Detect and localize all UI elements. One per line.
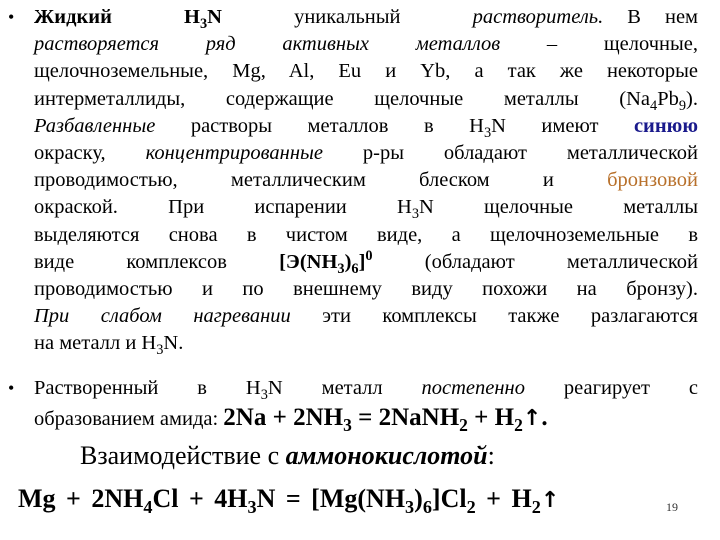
text-fragment: виде комплексов (34, 250, 280, 273)
text-line (34, 330, 698, 357)
subscript: 9 (678, 97, 687, 114)
text-fragment: N щелочные металлы (418, 196, 698, 219)
formula-part: ) (414, 484, 423, 513)
bullet-paragraph-2 (8, 375, 699, 436)
italic-term: Разбавленные (34, 114, 156, 137)
italic-term: постепенно (421, 377, 525, 399)
text-fragment: эти комплексы также разлагаются (290, 305, 698, 328)
subscript: 3 (199, 16, 208, 33)
formula-part: + H (475, 484, 532, 513)
text-fragment: Pb (657, 87, 679, 110)
text-line (34, 4, 698, 31)
text-line (34, 140, 698, 167)
section-heading (80, 440, 680, 472)
term-liquid: Жидкий (34, 6, 112, 28)
text-line: выделяются снова в чистом виде, а щелочноземельные в (34, 223, 698, 246)
text-line: проводимостью и по внешнему виду похожи на бронзу). (34, 278, 698, 301)
subscript: 2 (466, 497, 476, 518)
formula-part: ]Cl (431, 484, 467, 513)
italic-term: концентрированные (145, 142, 323, 165)
bullet-marker: • (8, 7, 15, 27)
text-fragment: Растворенный в H (34, 377, 261, 399)
italic-term: При слабом нагревании (34, 305, 291, 328)
bronze-highlight: бронзовой (607, 169, 698, 192)
subscript: 2 (514, 415, 523, 436)
formula-part: 2Na + 2NH (223, 404, 344, 432)
text-line (34, 303, 698, 330)
formula-part: + H (467, 404, 515, 432)
subscript: 3 (156, 342, 164, 359)
text-fragment: растворы металлов в H (155, 114, 484, 137)
text-fragment: ). (686, 87, 698, 110)
formula-part: N = [Mg(NH (256, 484, 406, 513)
subscript: 3 (405, 497, 415, 518)
text-fragment: N. (163, 332, 184, 355)
bullet-marker: • (8, 378, 15, 398)
up-arrow-icon: ↑ (540, 488, 560, 513)
subscript: 6 (351, 260, 359, 277)
formula-part: [Э(NH (279, 250, 338, 273)
text-line (34, 113, 698, 140)
superscript: 0 (365, 248, 373, 264)
text-fragment: уникальный (270, 6, 401, 28)
amide-equation (223, 404, 548, 436)
subscript: 3 (411, 206, 419, 223)
formula-part: ) (344, 250, 352, 273)
ammonoacid-equation (18, 482, 708, 518)
subscript: 2 (459, 415, 468, 436)
text-fragment: N металл (267, 377, 422, 399)
italic-term: растворитель. (448, 6, 604, 28)
subscript: 4 (650, 97, 658, 114)
text-fragment: интерметаллиды, содержащие щелочные металлы (Na (34, 87, 651, 110)
heading-text: Взаимодействие с (80, 441, 286, 470)
text-line (34, 86, 698, 113)
subscript: 3 (247, 497, 257, 518)
text-line (34, 167, 698, 194)
subscript: 3 (343, 415, 352, 436)
subscript: 3 (483, 124, 492, 141)
subscript: 6 (422, 497, 432, 518)
text-fragment: окраску, (34, 142, 146, 165)
text-line (34, 194, 698, 221)
italic-term: растворяется ряд активных металлов (34, 33, 501, 56)
text-fragment: р-ры обладают металлической (322, 142, 699, 165)
subscript: 3 (260, 387, 268, 404)
up-arrow-icon: ↑ (522, 406, 542, 432)
subscript: 3 (337, 260, 345, 277)
blue-highlight: синюю (633, 114, 698, 137)
heading-term: аммонокислотой (285, 441, 488, 470)
text-line: щелочноземельные, Mg, Al, Eu и Yb, а так же некоторые (34, 60, 698, 83)
formula-part: = 2NaNH (351, 404, 460, 432)
text-fragment: – щелочные, (500, 33, 698, 56)
text-line (34, 249, 698, 276)
text-fragment: окраской. При испарении H (34, 196, 412, 219)
text-fragment: (обладают металлической (372, 250, 698, 273)
text-fragment: реагирует с (524, 377, 699, 399)
bullet-paragraph-1 (8, 4, 699, 359)
formula-part: H (184, 6, 200, 28)
formula-part: N (207, 6, 222, 28)
subscript: 2 (531, 497, 541, 518)
page-number: 19 (666, 500, 678, 514)
amide-equation-line (34, 404, 698, 436)
formula-part: Cl + 4H (152, 484, 248, 513)
formula-part: . (541, 404, 548, 432)
text-fragment: проводимостью, металлическим блеском и (34, 169, 608, 192)
text-fragment: В нем (603, 6, 699, 28)
text-line (34, 375, 698, 402)
text-line (34, 31, 698, 58)
subscript: 4 (143, 497, 153, 518)
text-fragment: на металл и H (34, 332, 157, 355)
text-fragment: N имеют (491, 114, 634, 137)
text-fragment: образованием амида: (34, 408, 224, 431)
formula-part: Mg + 2NH (18, 484, 144, 513)
heading-text: : (487, 441, 495, 470)
formula-part: ] (358, 250, 366, 273)
